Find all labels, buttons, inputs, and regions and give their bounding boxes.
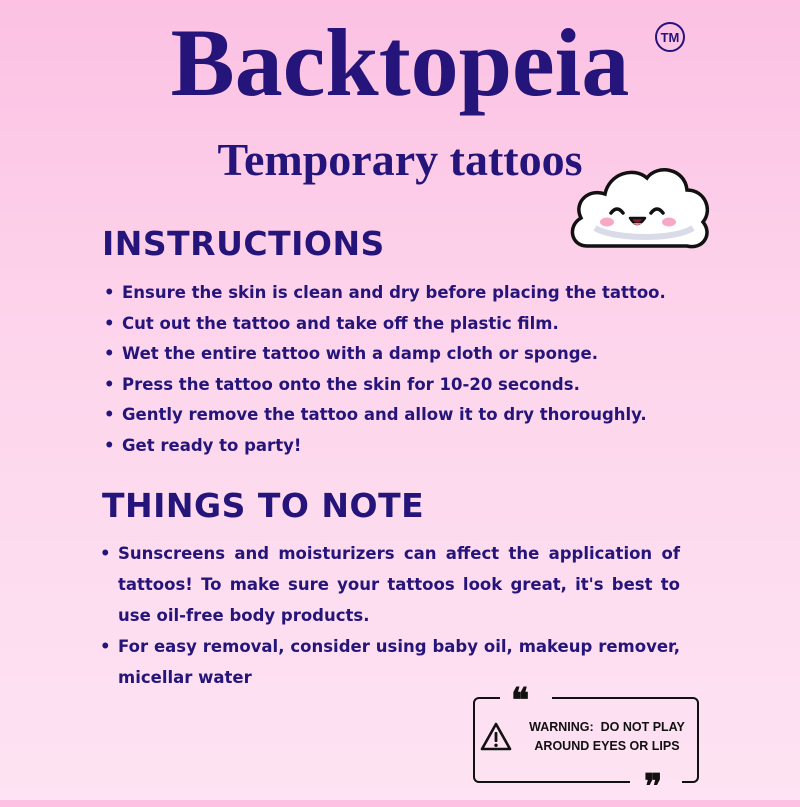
- warning-line-2: AROUND EYES OR LIPS: [534, 739, 680, 753]
- bullet: •: [100, 637, 111, 656]
- warning-text: [518, 718, 696, 756]
- trademark-symbol: TM: [655, 22, 685, 52]
- instruction-text: Wet the entire tattoo with a damp cloth or sponge.: [122, 344, 598, 363]
- list-item: [104, 431, 704, 462]
- note-text: For easy removal, consider using baby oil, makeup remover, micellar water: [118, 637, 680, 687]
- smiling-cloud-icon: [565, 158, 715, 258]
- bullet: •: [100, 544, 111, 563]
- bullet: •: [104, 374, 115, 394]
- open-quote-icon: ❝: [511, 681, 530, 721]
- bullet: •: [104, 283, 115, 302]
- close-quote-icon: ❞: [644, 767, 663, 807]
- list-item: [104, 400, 704, 431]
- bullet: •: [104, 313, 115, 333]
- bullet: •: [104, 405, 115, 424]
- instruction-text: Cut out the tattoo and take off the plastic film.: [122, 313, 559, 333]
- things-to-note-heading: THINGS TO NOTE: [102, 486, 425, 525]
- notes-list: [100, 538, 680, 693]
- instruction-text: Gently remove the tattoo and allow it to dry thoroughly.: [122, 405, 647, 424]
- brand-title: Backtopeia: [170, 9, 630, 116]
- warning-line-1: WARNING: DO NOT PLAY: [529, 720, 685, 734]
- instructions-heading: INSTRUCTIONS: [102, 224, 385, 263]
- list-item: [104, 370, 704, 401]
- list-item: [104, 309, 704, 340]
- instructions-list: [104, 278, 704, 461]
- list-item: [104, 339, 704, 370]
- instruction-text: Press the tattoo onto the skin for 10-20 seconds.: [122, 374, 580, 394]
- subtitle: Temporary tattoos: [217, 134, 583, 185]
- note-text: Sunscreens and moisturizers can affect the application of tattoos! To make sure your tattoos look great, it's best to use oil-free body products.: [118, 544, 680, 625]
- bullet: •: [104, 435, 115, 455]
- instruction-text: Get ready to party!: [122, 435, 302, 455]
- warning-triangle-icon: [480, 722, 512, 752]
- list-item: [104, 278, 704, 309]
- list-item: [100, 631, 680, 693]
- bullet: •: [104, 344, 115, 363]
- instruction-text: Ensure the skin is clean and dry before placing the tattoo.: [122, 283, 666, 302]
- list-item: [100, 538, 680, 631]
